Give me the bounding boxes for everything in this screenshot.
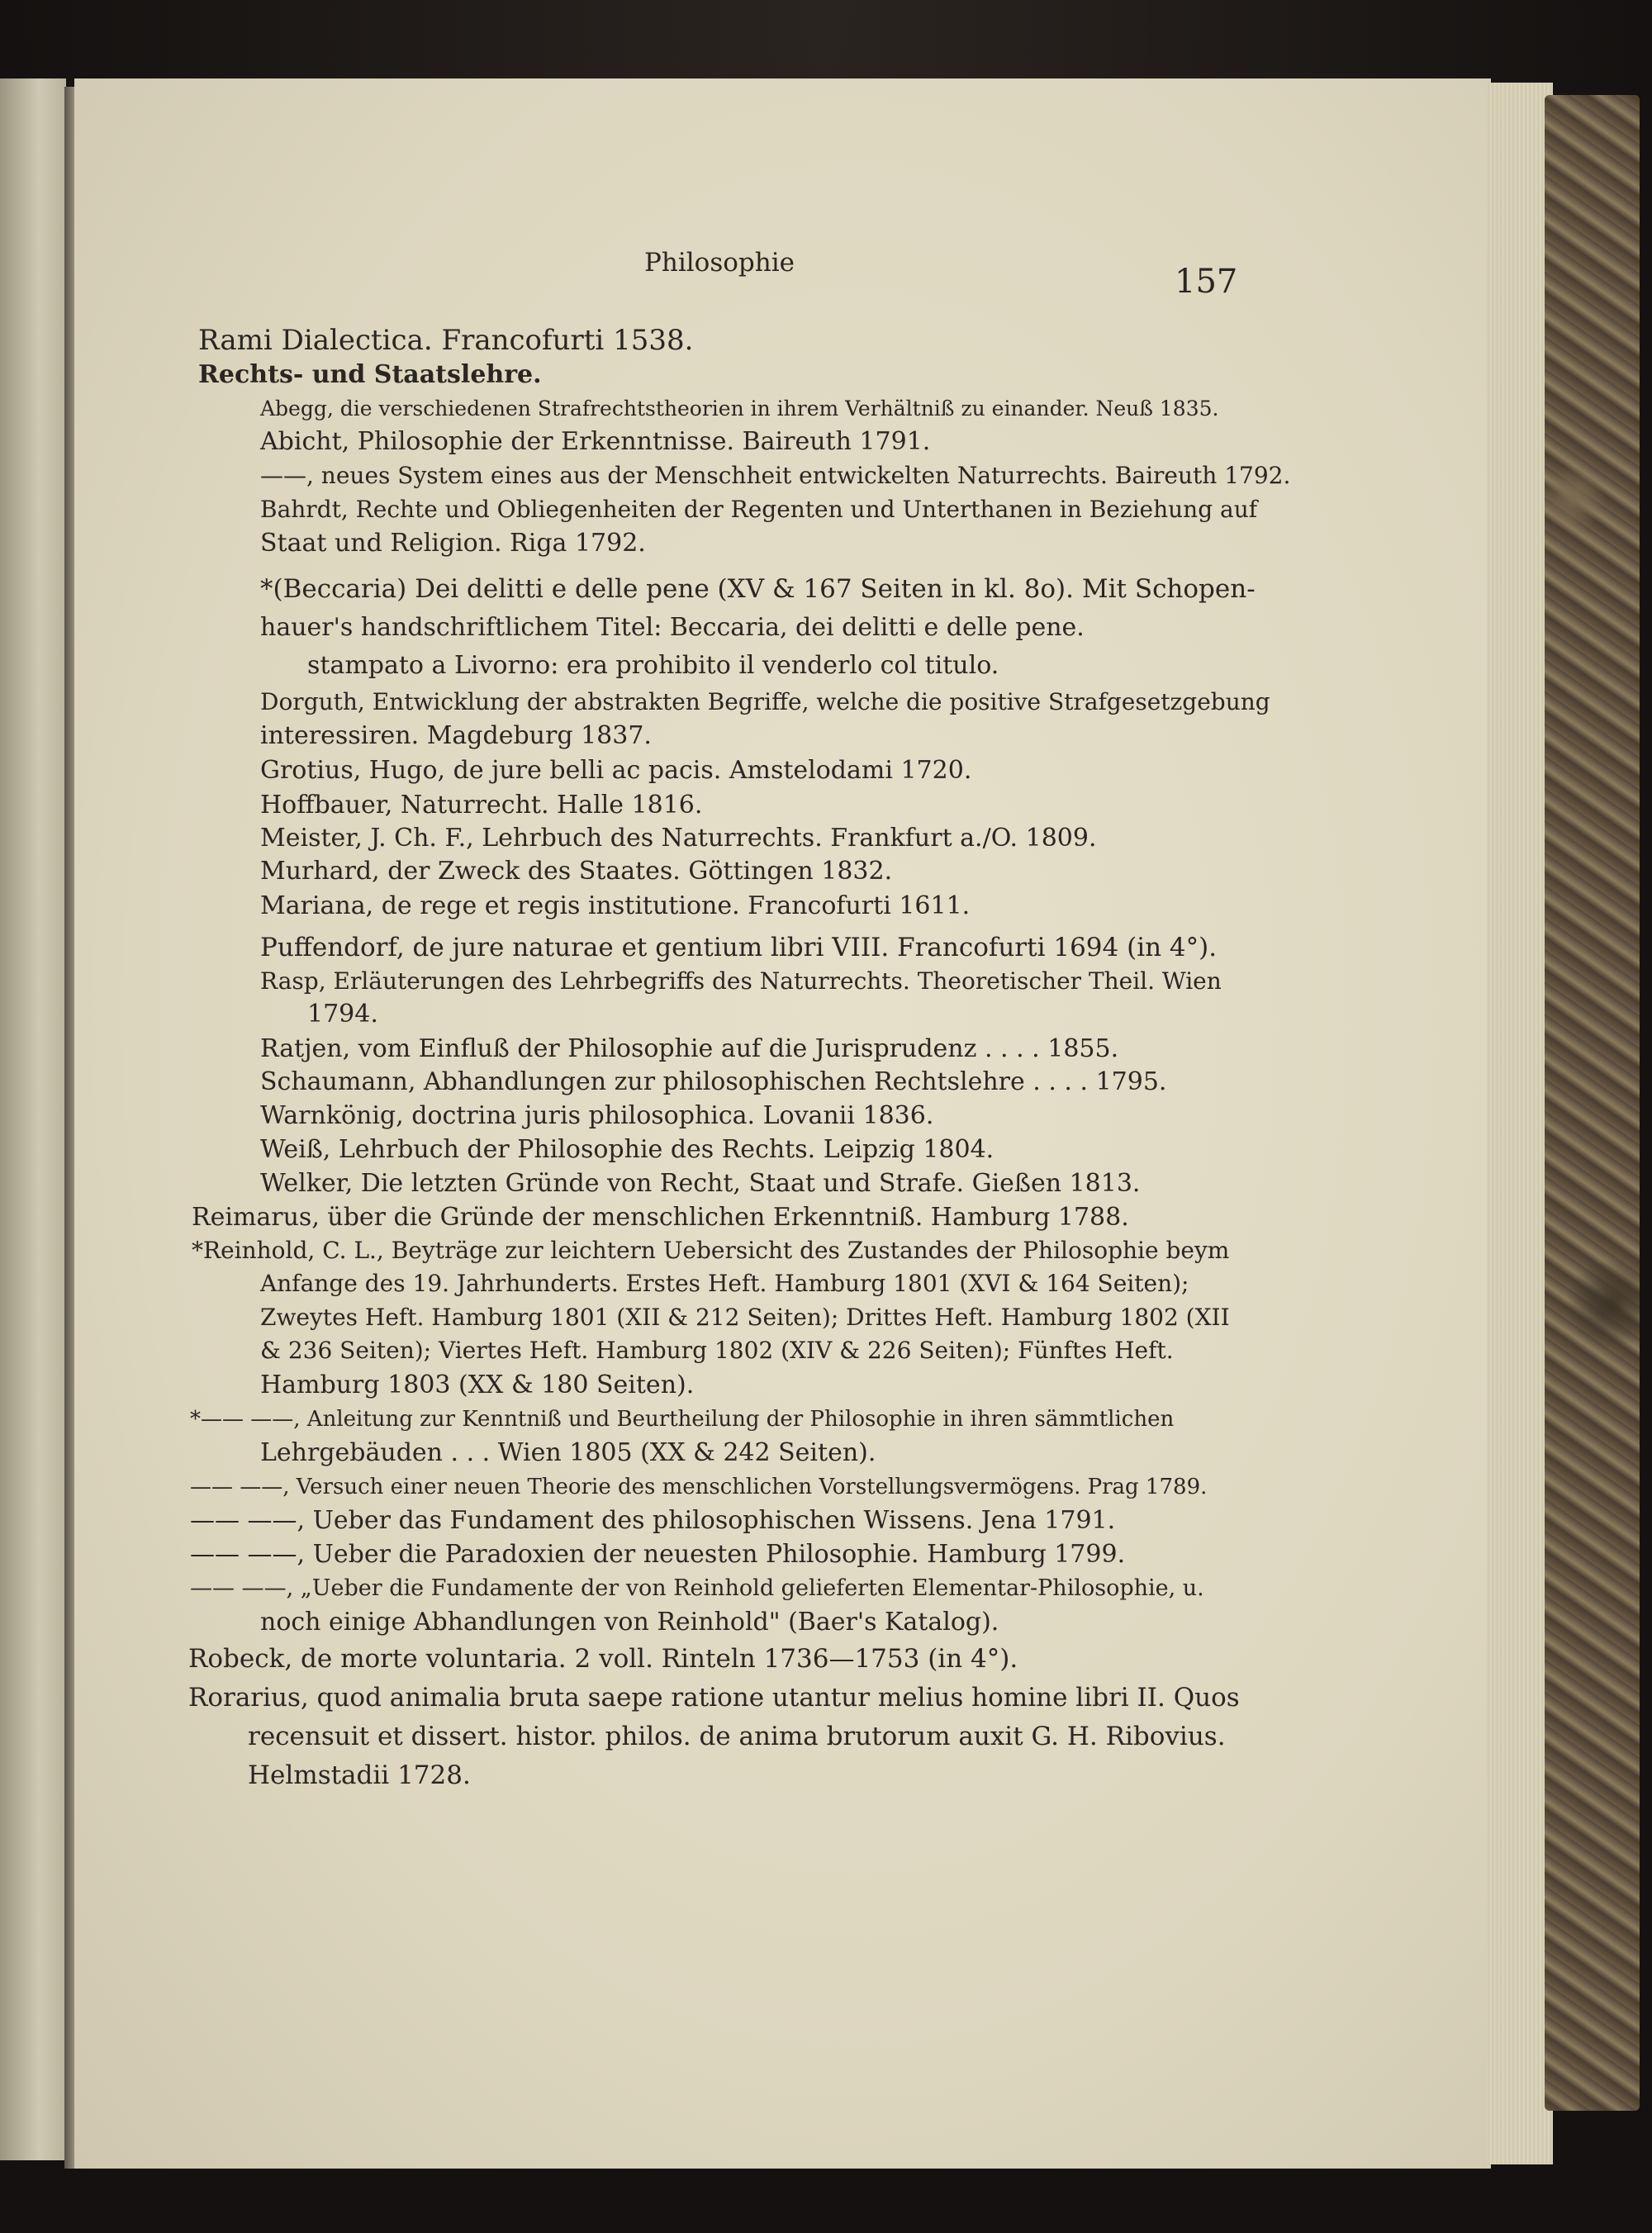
entry-line: Bahrdt, Rechte und Obliegenheiten der Regenten und Unterthanen in Beziehung auf xyxy=(260,496,1258,523)
entry-line: Puffendorf, de jure naturae et gentium libri VIII. Francofurti 1694 (in 4°). xyxy=(260,933,1218,962)
entry-line: Welker, Die letzten Gründe von Recht, Staat und Strafe. Gießen 1813. xyxy=(260,1169,1141,1198)
entry-line: —— ——, Ueber die Paradoxien der neuesten Philosophie. Hamburg 1799. xyxy=(190,1540,1126,1569)
entry-line: —— ——, Ueber das Fundament des philosophischen Wissens. Jena 1791. xyxy=(190,1506,1116,1535)
entry-line: Rami Dialectica. Francofurti 1538. xyxy=(198,324,694,357)
entry-line: Abicht, Philosophie der Erkenntnisse. Baireuth 1791. xyxy=(260,427,931,456)
entry-line: hauer's handschriftlichem Titel: Beccaria, dei delitti e delle pene. xyxy=(260,613,1085,642)
running-head: Philosophie xyxy=(644,248,795,278)
entry-line: Dorguth, Entwicklung der abstrakten Begriffe, welche die positive Strafgesetzgebung xyxy=(260,688,1270,715)
entry-line: Warnkönig, doctrina juris philosophica. Lovanii 1836. xyxy=(260,1101,934,1130)
entry-line: *—— ——, Anleitung zur Kenntniß und Beurtheilung der Philosophie in ihren sämmtlichen xyxy=(190,1407,1175,1432)
entry-line: Abegg, die verschiedenen Strafrechtstheorien in ihrem Verhältniß zu einander. Neuß 1835. xyxy=(260,397,1219,420)
entry-line: noch einige Abhandlungen von Reinhold" (Baer's Katalog). xyxy=(260,1608,999,1637)
page-number: 157 xyxy=(1175,263,1238,301)
entry-line: Staat und Religion. Riga 1792. xyxy=(260,529,646,558)
entry-line: Ratjen, vom Einfluß der Philosophie auf die Jurisprudenz . . . . 1855. xyxy=(260,1034,1119,1063)
entry-line: *(Beccaria) Dei delitti e delle pene (XV & 167 Seiten in kl. 8o). Mit Schopen- xyxy=(260,574,1256,604)
entry-line: Helmstadii 1728. xyxy=(248,1760,471,1790)
entry-line: Meister, J. Ch. F., Lehrbuch des Naturrechts. Frankfurt a./O. 1809. xyxy=(260,824,1097,853)
entry-line: Anfange des 19. Jahrhunderts. Erstes Heft. Hamburg 1801 (XVI & 164 Seiten); xyxy=(260,1270,1189,1297)
entry-line: Rasp, Erläuterungen des Lehrbegriffs des Naturrechts. Theoretischer Theil. Wien xyxy=(260,967,1222,995)
entry-line: ——, neues System eines aus der Menschheit entwickelten Naturrechts. Baireuth 1792. xyxy=(260,462,1291,489)
entry-line: Hamburg 1803 (XX & 180 Seiten). xyxy=(260,1371,695,1399)
entry-line: recensuit et dissert. histor. philos. de anima brutorum auxit G. H. Ribovius. xyxy=(248,1722,1226,1751)
entry-line: stampato a Livorno: era prohibito il venderlo col titulo. xyxy=(307,651,999,680)
entry-line: Schaumann, Abhandlungen zur philosophischen Rechtslehre . . . . 1795. xyxy=(260,1067,1167,1096)
entry-line: Murhard, der Zweck des Staates. Göttingen 1832. xyxy=(260,857,893,886)
entry-line: Zweytes Heft. Hamburg 1801 (XII & 212 Seiten); Drittes Heft. Hamburg 1802 (XII xyxy=(260,1304,1230,1331)
entry-line: Robeck, de morte voluntaria. 2 voll. Rinteln 1736—1753 (in 4°). xyxy=(188,1644,1018,1674)
entry-line: interessiren. Magdeburg 1837. xyxy=(260,721,652,750)
entry-line: —— ——, „Ueber die Fundamente der von Reinhold gelieferten Elementar-Philosophie, u. xyxy=(190,1575,1204,1601)
section-heading: Rechts- und Staatslehre. xyxy=(198,360,542,389)
entry-line: Lehrgebäuden . . . Wien 1805 (XX & 242 Seiten). xyxy=(260,1438,876,1467)
entry-line: & 236 Seiten); Viertes Heft. Hamburg 1802 (XIV & 226 Seiten); Fünftes Heft. xyxy=(260,1337,1174,1364)
entry-line: *Reinhold, C. L., Beyträge zur leichtern Uebersicht des Zustandes der Philosophie beym xyxy=(192,1237,1230,1264)
entry-line: Reimarus, über die Gründe der menschlichen Erkenntniß. Hamburg 1788. xyxy=(192,1203,1129,1232)
entry-line: Hoffbauer, Naturrecht. Halle 1816. xyxy=(260,791,703,820)
entry-line: Weiß, Lehrbuch der Philosophie des Rechts. Leipzig 1804. xyxy=(260,1135,995,1164)
entry-line: Grotius, Hugo, de jure belli ac pacis. Amstelodami 1720. xyxy=(260,756,972,785)
entry-line: —— ——, Versuch einer neuen Theorie des menschlichen Vorstellungsvermögens. Prag 1789. xyxy=(190,1475,1208,1499)
entry-line: Rorarius, quod animalia bruta saepe ratione utantur melius homine libri II. Quos xyxy=(188,1683,1240,1713)
entry-line: Mariana, de rege et regis institutione. Francofurti 1611. xyxy=(260,891,971,920)
entry-line: 1794. xyxy=(307,1000,378,1029)
